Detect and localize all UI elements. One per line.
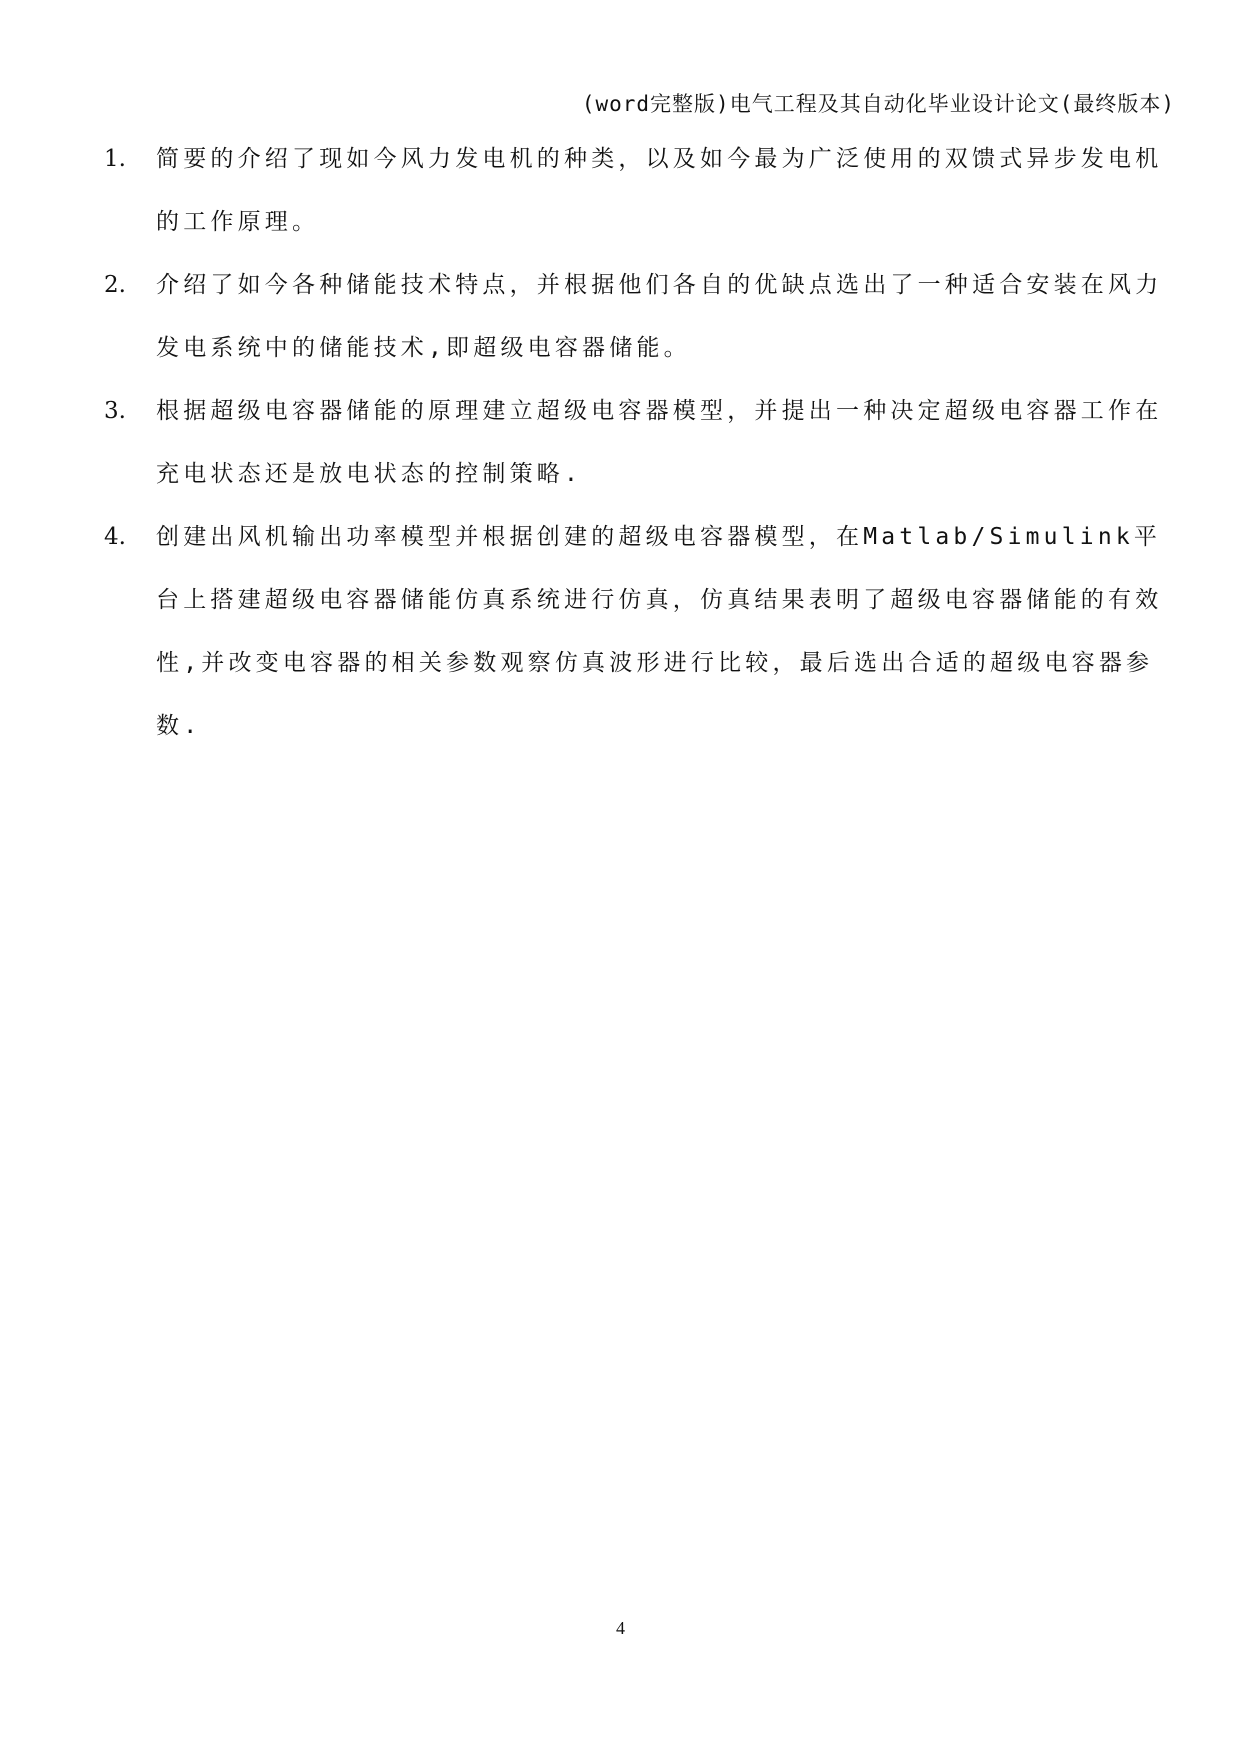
list-item (104, 380, 1174, 506)
list-item-number: 4. (104, 524, 126, 550)
list-item-number: 2. (104, 272, 126, 298)
list-item (104, 506, 1174, 758)
list-item (104, 128, 1174, 254)
list-item-text: 介绍了如今各种储能技术特点，并根据他们各自的优缺点选出了一种适合安装在风力发电系统中的储能技术,即超级电容器储能。 (156, 272, 1163, 361)
page-number: 4 (616, 1618, 625, 1638)
list-item-number: 1. (104, 146, 126, 172)
numbered-list (104, 128, 1174, 758)
running-header: (word完整版)电气工程及其自动化毕业设计论文(最终版本) (581, 92, 1175, 116)
list-item (104, 254, 1174, 380)
list-item-text: 创建出风机输出功率模型并根据创建的超级电容器模型，在Matlab/Simulink平台上搭建超级电容器储能仿真系统进行仿真，仿真结果表明了超级电容器储能的有效性,并改变电容器的相关参数观察仿真波形进行比较，最后选出合适的超级电容器参数. (156, 524, 1163, 739)
list-item-text: 根据超级电容器储能的原理建立超级电容器模型，并提出一种决定超级电容器工作在充电状态还是放电状态的控制策略. (156, 398, 1163, 487)
list-item-text: 简要的介绍了现如今风力发电机的种类，以及如今最为广泛使用的双馈式异步发电机的工作原理。 (156, 146, 1163, 235)
list-item-number: 3. (104, 398, 126, 424)
